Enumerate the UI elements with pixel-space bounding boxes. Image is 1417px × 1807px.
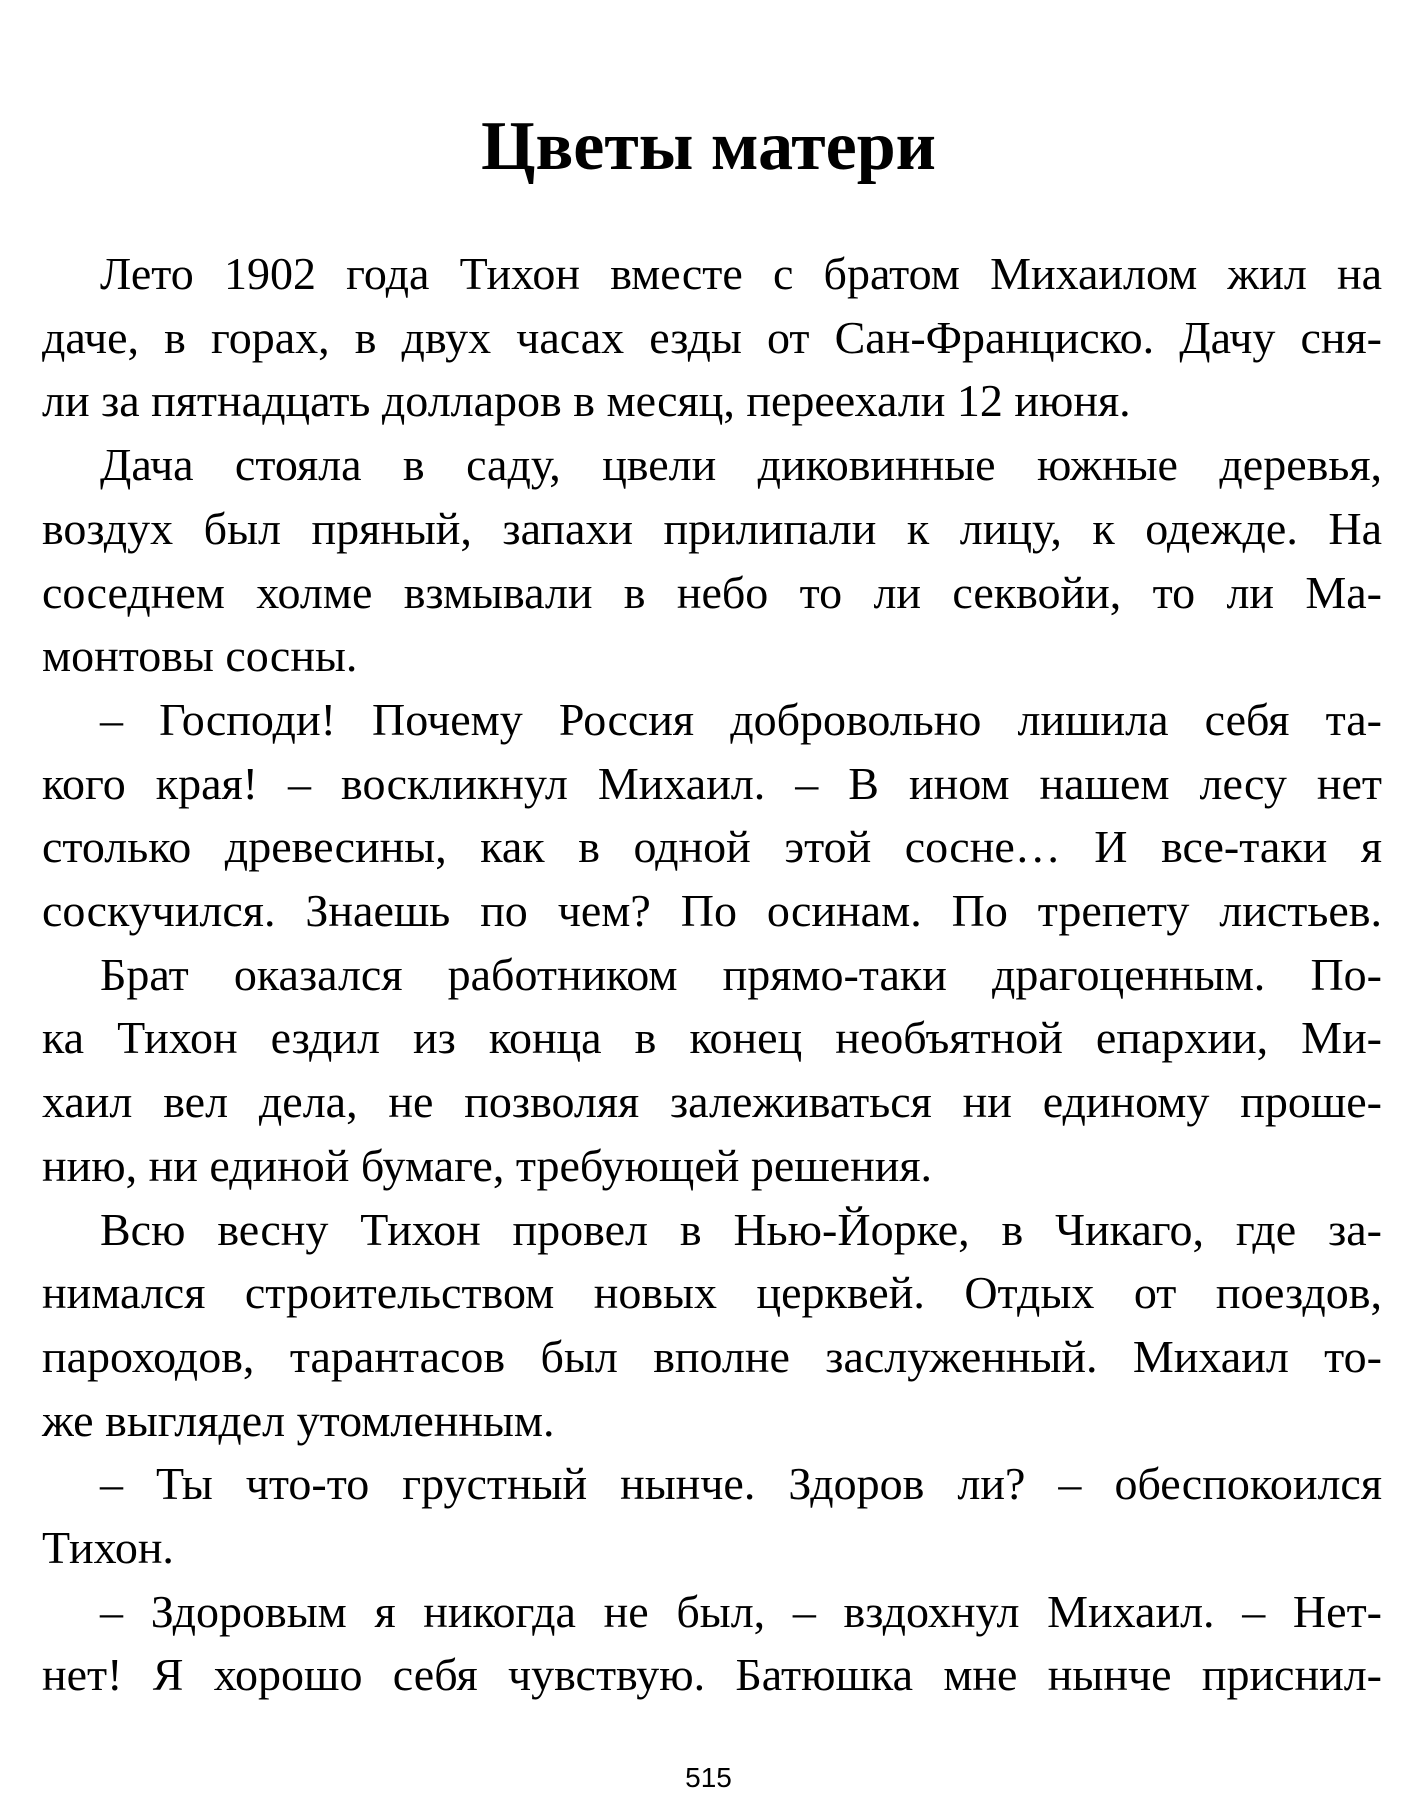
- text-line: – Ты что-то грустный нынче. Здоров ли? – обеспокоился: [100, 1458, 1382, 1510]
- text-line: Лето 1902 года Тихон вместе с братом Михаилом жил на: [100, 248, 1382, 299]
- text-line: ли за пятнадцать долларов в месяц, переехали 12 июня.: [42, 375, 1131, 427]
- text-line: – Господи! Почему Россия добровольно лишила себя та-: [100, 693, 1382, 745]
- page-number: 515: [685, 1762, 732, 1793]
- text-line: Дача стояла в саду, цвели диковинные южные деревья,: [100, 439, 1382, 491]
- body-text: [42, 242, 1382, 1707]
- text-line: монтовы сосны.: [42, 630, 358, 682]
- text-line: хаил вел дела, не позволяя залеживаться ни единому проше-: [42, 1076, 1382, 1128]
- text-line: Брат оказался работником прямо-таки драгоценным. По-: [100, 948, 1382, 1000]
- text-line: – Здоровым я никогда не был, – вздохнул Михаил. – Нет-: [100, 1585, 1382, 1637]
- text-line: нет! Я хорошо себя чувствую. Батюшка мне нынче приснил-: [42, 1649, 1382, 1701]
- text-line: Тихон.: [42, 1522, 174, 1573]
- text-line: соскучился. Знаешь по чем? По осинам. По трепету листьев.: [42, 885, 1382, 936]
- text-line: же выглядел утомленным.: [42, 1394, 555, 1446]
- text-line: ка Тихон ездил из конца в конец необъятной епархии, Ми-: [42, 1012, 1382, 1064]
- text-line: даче, в горах, в двух часах езды от Сан-Франциско. Дачу сня-: [42, 311, 1382, 363]
- chapter-title: Цветы матери: [481, 108, 936, 185]
- text-line: кого края! – воскликнул Михаил. – В ином нашем лесу нет: [42, 757, 1382, 809]
- text-line: Всю весну Тихон провел в Нью-Йорке, в Чикаго, где за-: [100, 1203, 1382, 1255]
- text-line: соседнем холме взмывали в небо то ли секвойи, то ли Ма-: [42, 566, 1382, 618]
- text-line: нимался строительством новых церквей. Отдых от поездов,: [42, 1267, 1382, 1319]
- text-line: столько древесины, как в одной этой сосне… И все-таки я: [42, 821, 1382, 873]
- text-line: воздух был пряный, запахи прилипали к лицу, к одежде. На: [42, 502, 1382, 554]
- text-line: нию, ни единой бумаге, требующей решения.: [42, 1139, 933, 1191]
- text-line: пароходов, тарантасов был вполне заслуженный. Михаил то-: [42, 1330, 1382, 1382]
